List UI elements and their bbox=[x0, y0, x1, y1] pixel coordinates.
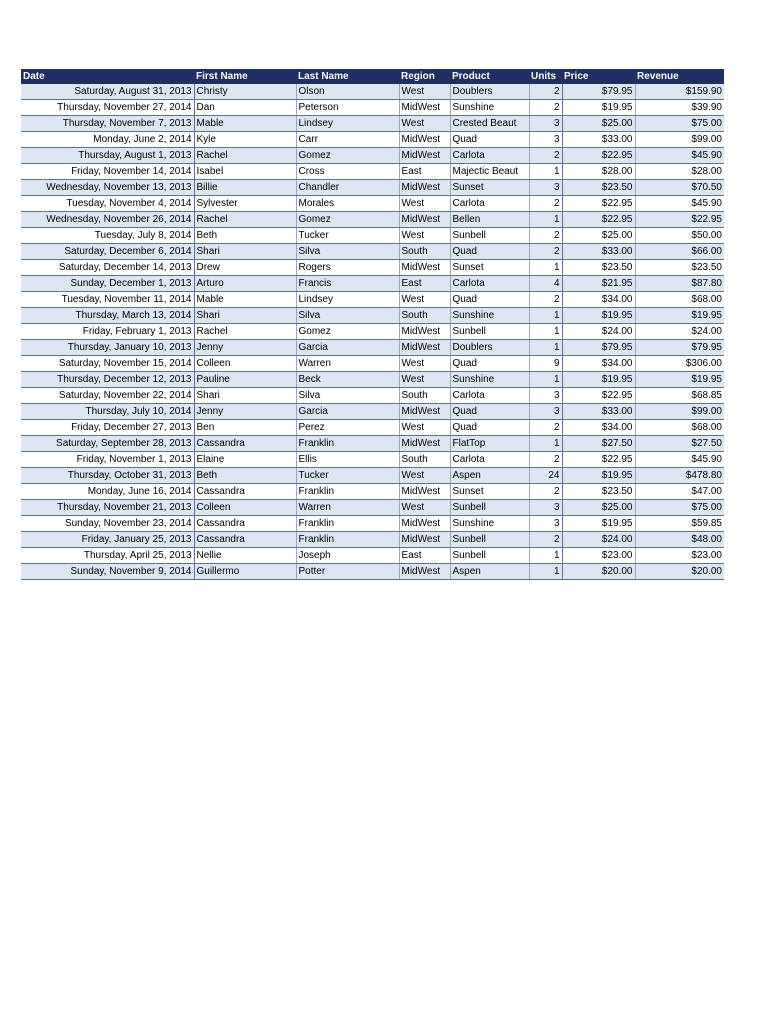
cell-date[interactable]: Thursday, November 21, 2013 bbox=[21, 500, 194, 516]
cell-date[interactable]: Wednesday, November 13, 2013 bbox=[21, 180, 194, 196]
cell-last-name[interactable]: Franklin bbox=[296, 436, 399, 452]
cell-units[interactable]: 3 bbox=[529, 180, 562, 196]
cell-product[interactable]: Quad bbox=[450, 356, 529, 372]
cell-date[interactable]: Sunday, December 1, 2013 bbox=[21, 276, 194, 292]
cell-last-name[interactable]: Tucker bbox=[296, 228, 399, 244]
cell-date[interactable]: Sunday, November 9, 2014 bbox=[21, 564, 194, 580]
cell-revenue[interactable]: $23.00 bbox=[635, 548, 724, 564]
cell-price[interactable]: $19.95 bbox=[562, 468, 635, 484]
cell-product[interactable]: Sunshine bbox=[450, 372, 529, 388]
table-row bbox=[21, 324, 724, 340]
cell-region[interactable]: West bbox=[399, 420, 450, 436]
cell-units[interactable]: 1 bbox=[529, 340, 562, 356]
header-row bbox=[21, 69, 724, 84]
cell-product[interactable]: Sunbell bbox=[450, 532, 529, 548]
cell-last-name[interactable]: Peterson bbox=[296, 100, 399, 116]
cell-last-name[interactable]: Gomez bbox=[296, 324, 399, 340]
cell-region[interactable]: West bbox=[399, 292, 450, 308]
cell-last-name[interactable]: Silva bbox=[296, 388, 399, 404]
cell-units[interactable]: 1 bbox=[529, 564, 562, 580]
cell-last-name[interactable]: Tucker bbox=[296, 468, 399, 484]
cell-revenue[interactable]: $47.00 bbox=[635, 484, 724, 500]
column-header-product[interactable]: Product bbox=[450, 69, 529, 84]
cell-last-name[interactable]: Lindsey bbox=[296, 292, 399, 308]
table-row bbox=[21, 484, 724, 500]
cell-date[interactable]: Saturday, December 6, 2014 bbox=[21, 244, 194, 260]
cell-revenue[interactable]: $22.95 bbox=[635, 212, 724, 228]
cell-price[interactable]: $22.95 bbox=[562, 148, 635, 164]
cell-region[interactable]: South bbox=[399, 308, 450, 324]
cell-units[interactable]: 3 bbox=[529, 388, 562, 404]
cell-first-name[interactable]: Dan bbox=[194, 100, 296, 116]
cell-price[interactable]: $19.95 bbox=[562, 308, 635, 324]
cell-date[interactable]: Saturday, November 15, 2014 bbox=[21, 356, 194, 372]
cell-first-name[interactable]: Shari bbox=[194, 308, 296, 324]
cell-product[interactable]: Majectic Beaut bbox=[450, 164, 529, 180]
cell-region[interactable]: West bbox=[399, 84, 450, 100]
cell-date[interactable]: Friday, January 25, 2013 bbox=[21, 532, 194, 548]
cell-region[interactable]: MidWest bbox=[399, 260, 450, 276]
table-row bbox=[21, 532, 724, 548]
cell-first-name[interactable]: Beth bbox=[194, 468, 296, 484]
cell-date[interactable]: Thursday, October 31, 2013 bbox=[21, 468, 194, 484]
cell-region[interactable]: South bbox=[399, 244, 450, 260]
cell-revenue[interactable]: $48.00 bbox=[635, 532, 724, 548]
cell-revenue[interactable]: $19.95 bbox=[635, 308, 724, 324]
cell-price[interactable]: $25.00 bbox=[562, 500, 635, 516]
table-row bbox=[21, 276, 724, 292]
table-row bbox=[21, 116, 724, 132]
cell-last-name[interactable]: Rogers bbox=[296, 260, 399, 276]
cell-region[interactable]: MidWest bbox=[399, 212, 450, 228]
cell-last-name[interactable]: Franklin bbox=[296, 484, 399, 500]
cell-revenue[interactable]: $23.50 bbox=[635, 260, 724, 276]
table-row bbox=[21, 148, 724, 164]
cell-units[interactable]: 2 bbox=[529, 532, 562, 548]
table-row bbox=[21, 420, 724, 436]
cell-first-name[interactable]: Colleen bbox=[194, 500, 296, 516]
cell-date[interactable]: Thursday, November 27, 2014 bbox=[21, 100, 194, 116]
table-row bbox=[21, 516, 724, 532]
cell-date[interactable]: Tuesday, November 4, 2014 bbox=[21, 196, 194, 212]
cell-region[interactable]: West bbox=[399, 356, 450, 372]
cell-region[interactable]: MidWest bbox=[399, 100, 450, 116]
cell-region[interactable]: MidWest bbox=[399, 148, 450, 164]
column-header-units[interactable]: Units bbox=[529, 69, 562, 84]
cell-first-name[interactable]: Mable bbox=[194, 292, 296, 308]
cell-price[interactable]: $25.00 bbox=[562, 116, 635, 132]
cell-first-name[interactable]: Ben bbox=[194, 420, 296, 436]
cell-region[interactable]: MidWest bbox=[399, 404, 450, 420]
table-row bbox=[21, 260, 724, 276]
cell-price[interactable]: $28.00 bbox=[562, 164, 635, 180]
cell-product[interactable]: Sunset bbox=[450, 180, 529, 196]
cell-revenue[interactable]: $59.85 bbox=[635, 516, 724, 532]
cell-first-name[interactable]: Rachel bbox=[194, 212, 296, 228]
cell-first-name[interactable]: Drew bbox=[194, 260, 296, 276]
table-row bbox=[21, 404, 724, 420]
cell-region[interactable]: MidWest bbox=[399, 436, 450, 452]
cell-last-name[interactable]: Beck bbox=[296, 372, 399, 388]
cell-revenue[interactable]: $45.90 bbox=[635, 452, 724, 468]
table-row bbox=[21, 436, 724, 452]
cell-product[interactable]: Sunset bbox=[450, 260, 529, 276]
table-row bbox=[21, 132, 724, 148]
cell-product[interactable]: Carlota bbox=[450, 148, 529, 164]
column-header-date[interactable]: Date bbox=[21, 69, 194, 84]
cell-price[interactable]: $23.50 bbox=[562, 484, 635, 500]
cell-price[interactable]: $22.95 bbox=[562, 212, 635, 228]
cell-revenue[interactable]: $19.95 bbox=[635, 372, 724, 388]
cell-product[interactable]: Sunshine bbox=[450, 308, 529, 324]
cell-revenue[interactable]: $39.90 bbox=[635, 100, 724, 116]
cell-revenue[interactable]: $20.00 bbox=[635, 564, 724, 580]
cell-region[interactable]: South bbox=[399, 388, 450, 404]
cell-units[interactable]: 1 bbox=[529, 436, 562, 452]
cell-revenue[interactable]: $70.50 bbox=[635, 180, 724, 196]
table-row bbox=[21, 228, 724, 244]
cell-units[interactable]: 1 bbox=[529, 308, 562, 324]
cell-last-name[interactable]: Garcia bbox=[296, 340, 399, 356]
table-row bbox=[21, 388, 724, 404]
cell-price[interactable]: $79.95 bbox=[562, 340, 635, 356]
cell-first-name[interactable]: Nellie bbox=[194, 548, 296, 564]
cell-revenue[interactable]: $27.50 bbox=[635, 436, 724, 452]
cell-date[interactable]: Saturday, December 14, 2013 bbox=[21, 260, 194, 276]
cell-product[interactable]: FlatTop bbox=[450, 436, 529, 452]
cell-price[interactable]: $22.95 bbox=[562, 388, 635, 404]
cell-region[interactable]: MidWest bbox=[399, 532, 450, 548]
cell-price[interactable]: $79.95 bbox=[562, 84, 635, 100]
cell-product[interactable]: Sunbell bbox=[450, 548, 529, 564]
cell-units[interactable]: 24 bbox=[529, 468, 562, 484]
cell-product[interactable]: Sunshine bbox=[450, 516, 529, 532]
table-row bbox=[21, 292, 724, 308]
cell-date[interactable]: Sunday, November 23, 2014 bbox=[21, 516, 194, 532]
table-row bbox=[21, 84, 724, 100]
table-row bbox=[21, 452, 724, 468]
cell-revenue[interactable]: $50.00 bbox=[635, 228, 724, 244]
column-header-revenue[interactable]: Revenue bbox=[635, 69, 724, 84]
cell-last-name[interactable]: Warren bbox=[296, 500, 399, 516]
cell-product[interactable]: Aspen bbox=[450, 564, 529, 580]
cell-first-name[interactable]: Cassandra bbox=[194, 516, 296, 532]
cell-price[interactable]: $27.50 bbox=[562, 436, 635, 452]
cell-last-name[interactable]: Olson bbox=[296, 84, 399, 100]
cell-date[interactable]: Thursday, July 10, 2014 bbox=[21, 404, 194, 420]
cell-revenue[interactable]: $75.00 bbox=[635, 500, 724, 516]
cell-revenue[interactable]: $66.00 bbox=[635, 244, 724, 260]
cell-revenue[interactable]: $68.00 bbox=[635, 292, 724, 308]
sales-table bbox=[21, 69, 724, 580]
cell-product[interactable]: Sunbell bbox=[450, 500, 529, 516]
cell-first-name[interactable]: Sylvester bbox=[194, 196, 296, 212]
cell-product[interactable]: Carlota bbox=[450, 388, 529, 404]
table-body bbox=[21, 84, 724, 580]
cell-first-name[interactable]: Kyle bbox=[194, 132, 296, 148]
cell-region[interactable]: West bbox=[399, 468, 450, 484]
cell-revenue[interactable]: $45.90 bbox=[635, 148, 724, 164]
cell-price[interactable]: $25.00 bbox=[562, 228, 635, 244]
cell-first-name[interactable]: Colleen bbox=[194, 356, 296, 372]
cell-first-name[interactable]: Christy bbox=[194, 84, 296, 100]
cell-revenue[interactable]: $87.80 bbox=[635, 276, 724, 292]
cell-revenue[interactable]: $24.00 bbox=[635, 324, 724, 340]
cell-region[interactable]: East bbox=[399, 548, 450, 564]
cell-units[interactable]: 9 bbox=[529, 356, 562, 372]
cell-date[interactable]: Monday, June 2, 2014 bbox=[21, 132, 194, 148]
cell-product[interactable]: Carlota bbox=[450, 196, 529, 212]
table-row bbox=[21, 196, 724, 212]
cell-region[interactable]: MidWest bbox=[399, 132, 450, 148]
cell-date[interactable]: Tuesday, July 8, 2014 bbox=[21, 228, 194, 244]
cell-price[interactable]: $23.50 bbox=[562, 260, 635, 276]
cell-units[interactable]: 2 bbox=[529, 84, 562, 100]
cell-first-name[interactable]: Rachel bbox=[194, 148, 296, 164]
cell-units[interactable]: 1 bbox=[529, 164, 562, 180]
cell-units[interactable]: 2 bbox=[529, 452, 562, 468]
table-row bbox=[21, 356, 724, 372]
cell-last-name[interactable]: Francis bbox=[296, 276, 399, 292]
cell-last-name[interactable]: Garcia bbox=[296, 404, 399, 420]
cell-revenue[interactable]: $99.00 bbox=[635, 404, 724, 420]
table-row bbox=[21, 340, 724, 356]
cell-price[interactable]: $19.95 bbox=[562, 516, 635, 532]
cell-revenue[interactable]: $159.90 bbox=[635, 84, 724, 100]
cell-region[interactable]: East bbox=[399, 164, 450, 180]
cell-date[interactable]: Saturday, August 31, 2013 bbox=[21, 84, 194, 100]
cell-first-name[interactable]: Cassandra bbox=[194, 532, 296, 548]
cell-last-name[interactable]: Silva bbox=[296, 244, 399, 260]
cell-price[interactable]: $34.00 bbox=[562, 420, 635, 436]
table-row bbox=[21, 468, 724, 484]
cell-revenue[interactable]: $99.00 bbox=[635, 132, 724, 148]
cell-region[interactable]: MidWest bbox=[399, 484, 450, 500]
cell-region[interactable]: MidWest bbox=[399, 564, 450, 580]
cell-product[interactable]: Carlota bbox=[450, 452, 529, 468]
table-row bbox=[21, 308, 724, 324]
cell-first-name[interactable]: Elaine bbox=[194, 452, 296, 468]
cell-product[interactable]: Sunshine bbox=[450, 100, 529, 116]
cell-product[interactable]: Quad bbox=[450, 420, 529, 436]
table-row bbox=[21, 164, 724, 180]
cell-price[interactable]: $23.50 bbox=[562, 180, 635, 196]
cell-first-name[interactable]: Shari bbox=[194, 244, 296, 260]
cell-price[interactable]: $21.95 bbox=[562, 276, 635, 292]
cell-product[interactable]: Quad bbox=[450, 292, 529, 308]
cell-first-name[interactable]: Guillermo bbox=[194, 564, 296, 580]
cell-units[interactable]: 2 bbox=[529, 228, 562, 244]
cell-revenue[interactable]: $478.80 bbox=[635, 468, 724, 484]
cell-units[interactable]: 1 bbox=[529, 260, 562, 276]
cell-first-name[interactable]: Shari bbox=[194, 388, 296, 404]
cell-units[interactable]: 3 bbox=[529, 404, 562, 420]
cell-region[interactable]: West bbox=[399, 116, 450, 132]
cell-price[interactable]: $24.00 bbox=[562, 324, 635, 340]
cell-first-name[interactable]: Billie bbox=[194, 180, 296, 196]
cell-price[interactable]: $19.95 bbox=[562, 100, 635, 116]
cell-region[interactable]: MidWest bbox=[399, 180, 450, 196]
cell-region[interactable]: West bbox=[399, 500, 450, 516]
cell-product[interactable]: Carlota bbox=[450, 276, 529, 292]
cell-product[interactable]: Crested Beaut bbox=[450, 116, 529, 132]
cell-units[interactable]: 1 bbox=[529, 548, 562, 564]
cell-date[interactable]: Thursday, March 13, 2014 bbox=[21, 308, 194, 324]
cell-product[interactable]: Aspen bbox=[450, 468, 529, 484]
cell-date[interactable]: Saturday, September 28, 2013 bbox=[21, 436, 194, 452]
column-header-last-name[interactable]: Last Name bbox=[296, 69, 399, 84]
cell-region[interactable]: East bbox=[399, 276, 450, 292]
cell-first-name[interactable]: Jenny bbox=[194, 340, 296, 356]
column-header-first-name[interactable]: First Name bbox=[194, 69, 296, 84]
cell-region[interactable]: MidWest bbox=[399, 324, 450, 340]
cell-price[interactable]: $22.95 bbox=[562, 196, 635, 212]
cell-product[interactable]: Quad bbox=[450, 132, 529, 148]
cell-first-name[interactable]: Jenny bbox=[194, 404, 296, 420]
cell-date[interactable]: Monday, June 16, 2014 bbox=[21, 484, 194, 500]
cell-region[interactable]: MidWest bbox=[399, 516, 450, 532]
cell-product[interactable]: Doublers bbox=[450, 84, 529, 100]
cell-last-name[interactable]: Franklin bbox=[296, 532, 399, 548]
cell-region[interactable]: West bbox=[399, 228, 450, 244]
cell-last-name[interactable]: Chandler bbox=[296, 180, 399, 196]
cell-region[interactable]: West bbox=[399, 196, 450, 212]
cell-units[interactable]: 2 bbox=[529, 484, 562, 500]
cell-price[interactable]: $33.00 bbox=[562, 132, 635, 148]
column-header-price[interactable]: Price bbox=[562, 69, 635, 84]
cell-price[interactable]: $22.95 bbox=[562, 452, 635, 468]
cell-date[interactable]: Friday, December 27, 2013 bbox=[21, 420, 194, 436]
cell-price[interactable]: $20.00 bbox=[562, 564, 635, 580]
cell-price[interactable]: $34.00 bbox=[562, 292, 635, 308]
cell-units[interactable]: 3 bbox=[529, 500, 562, 516]
cell-first-name[interactable]: Beth bbox=[194, 228, 296, 244]
cell-last-name[interactable]: Lindsey bbox=[296, 116, 399, 132]
cell-last-name[interactable]: Cross bbox=[296, 164, 399, 180]
cell-price[interactable]: $33.00 bbox=[562, 404, 635, 420]
table-row bbox=[21, 244, 724, 260]
cell-last-name[interactable]: Ellis bbox=[296, 452, 399, 468]
cell-units[interactable]: 2 bbox=[529, 100, 562, 116]
cell-date[interactable]: Thursday, April 25, 2013 bbox=[21, 548, 194, 564]
cell-product[interactable]: Sunbell bbox=[450, 324, 529, 340]
cell-price[interactable]: $33.00 bbox=[562, 244, 635, 260]
cell-first-name[interactable]: Pauline bbox=[194, 372, 296, 388]
cell-last-name[interactable]: Silva bbox=[296, 308, 399, 324]
cell-first-name[interactable]: Rachel bbox=[194, 324, 296, 340]
cell-revenue[interactable]: $45.90 bbox=[635, 196, 724, 212]
cell-product[interactable]: Sunset bbox=[450, 484, 529, 500]
cell-date[interactable]: Wednesday, November 26, 2014 bbox=[21, 212, 194, 228]
cell-date[interactable]: Friday, February 1, 2013 bbox=[21, 324, 194, 340]
cell-product[interactable]: Doublers bbox=[450, 340, 529, 356]
cell-date[interactable]: Thursday, January 10, 2013 bbox=[21, 340, 194, 356]
cell-last-name[interactable]: Gomez bbox=[296, 212, 399, 228]
cell-units[interactable]: 3 bbox=[529, 116, 562, 132]
cell-revenue[interactable]: $79.95 bbox=[635, 340, 724, 356]
cell-price[interactable]: $24.00 bbox=[562, 532, 635, 548]
cell-revenue[interactable]: $68.85 bbox=[635, 388, 724, 404]
cell-first-name[interactable]: Cassandra bbox=[194, 484, 296, 500]
cell-date[interactable]: Thursday, August 1, 2013 bbox=[21, 148, 194, 164]
table-row bbox=[21, 548, 724, 564]
table-row bbox=[21, 180, 724, 196]
cell-units[interactable]: 2 bbox=[529, 292, 562, 308]
cell-product[interactable]: Quad bbox=[450, 244, 529, 260]
cell-units[interactable]: 2 bbox=[529, 420, 562, 436]
cell-last-name[interactable]: Franklin bbox=[296, 516, 399, 532]
cell-units[interactable]: 1 bbox=[529, 324, 562, 340]
cell-first-name[interactable]: Cassandra bbox=[194, 436, 296, 452]
cell-region[interactable]: West bbox=[399, 372, 450, 388]
cell-date[interactable]: Thursday, December 12, 2013 bbox=[21, 372, 194, 388]
cell-units[interactable]: 2 bbox=[529, 196, 562, 212]
cell-units[interactable]: 2 bbox=[529, 244, 562, 260]
cell-region[interactable]: South bbox=[399, 452, 450, 468]
cell-price[interactable]: $34.00 bbox=[562, 356, 635, 372]
cell-date[interactable]: Saturday, November 22, 2014 bbox=[21, 388, 194, 404]
cell-price[interactable]: $19.95 bbox=[562, 372, 635, 388]
table-row bbox=[21, 100, 724, 116]
cell-last-name[interactable]: Carr bbox=[296, 132, 399, 148]
cell-price[interactable]: $23.00 bbox=[562, 548, 635, 564]
cell-date[interactable]: Tuesday, November 11, 2014 bbox=[21, 292, 194, 308]
cell-first-name[interactable]: Isabel bbox=[194, 164, 296, 180]
spreadsheet-page bbox=[21, 69, 724, 580]
column-header-region[interactable]: Region bbox=[399, 69, 450, 84]
cell-revenue[interactable]: $75.00 bbox=[635, 116, 724, 132]
cell-product[interactable]: Quad bbox=[450, 404, 529, 420]
cell-last-name[interactable]: Perez bbox=[296, 420, 399, 436]
cell-date[interactable]: Thursday, November 7, 2013 bbox=[21, 116, 194, 132]
cell-revenue[interactable]: $68.00 bbox=[635, 420, 724, 436]
table-row bbox=[21, 212, 724, 228]
cell-units[interactable]: 1 bbox=[529, 372, 562, 388]
cell-last-name[interactable]: Morales bbox=[296, 196, 399, 212]
cell-last-name[interactable]: Joseph bbox=[296, 548, 399, 564]
cell-units[interactable]: 2 bbox=[529, 148, 562, 164]
cell-last-name[interactable]: Gomez bbox=[296, 148, 399, 164]
cell-units[interactable]: 3 bbox=[529, 516, 562, 532]
table-row bbox=[21, 372, 724, 388]
cell-units[interactable]: 3 bbox=[529, 132, 562, 148]
cell-units[interactable]: 4 bbox=[529, 276, 562, 292]
cell-last-name[interactable]: Warren bbox=[296, 356, 399, 372]
table-row bbox=[21, 500, 724, 516]
cell-last-name[interactable]: Potter bbox=[296, 564, 399, 580]
cell-product[interactable]: Sunbell bbox=[450, 228, 529, 244]
cell-first-name[interactable]: Mable bbox=[194, 116, 296, 132]
cell-product[interactable]: Bellen bbox=[450, 212, 529, 228]
cell-region[interactable]: MidWest bbox=[399, 340, 450, 356]
cell-first-name[interactable]: Arturo bbox=[194, 276, 296, 292]
cell-revenue[interactable]: $28.00 bbox=[635, 164, 724, 180]
cell-revenue[interactable]: $306.00 bbox=[635, 356, 724, 372]
cell-date[interactable]: Friday, November 14, 2014 bbox=[21, 164, 194, 180]
cell-units[interactable]: 1 bbox=[529, 212, 562, 228]
cell-date[interactable]: Friday, November 1, 2013 bbox=[21, 452, 194, 468]
table-row bbox=[21, 564, 724, 580]
